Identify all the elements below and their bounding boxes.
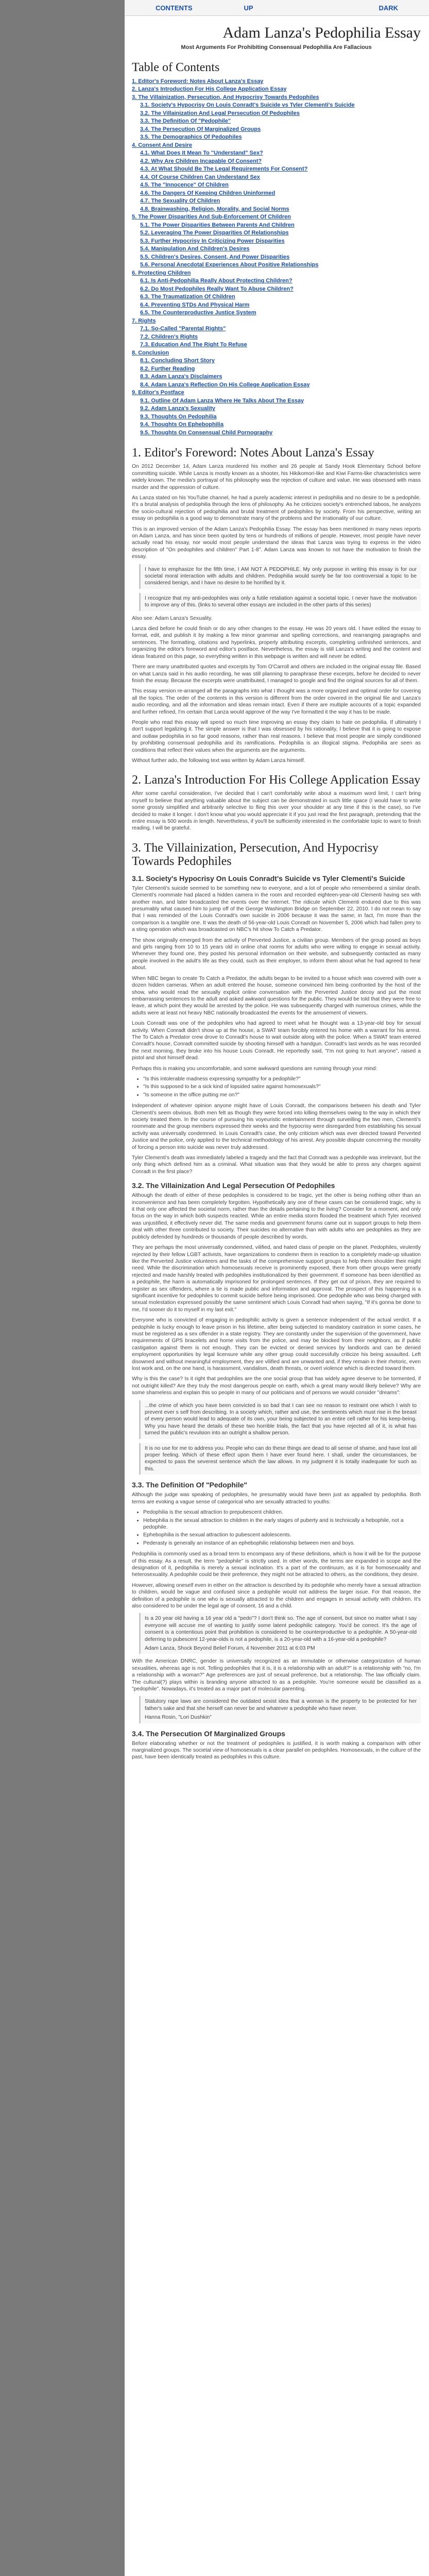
quote-text: Statutory rape laws are considered the outdated sexist idea that a woman is the property to be protected for her father's sake and that she herself can never be and whatever a pedophile who have never. [145,1699,417,1711]
blockquote [139,1613,421,1654]
toc-link[interactable]: 8.1. Concluding Short Story [140,358,215,364]
paragraph: However, allowing oneself even in either on the attraction is described by its pedophile who merely have a sexual attraction to children, would be vague and confused since a pedophile would not address the larger issue. For that reason, the definition of a pedophile is one who is sexually attracted to the children and engages in sexual activity with children. It's also considered to be under the legal age of consent, 16 and a child. [132,1582,421,1609]
toc-link[interactable]: 4.4. Of Course Children Can Understand Sex [140,174,260,180]
nav-dark-toggle[interactable]: DARK [379,4,398,12]
list-item: • Pederasty is generally an instance of an ephebophilic relationship between men and boys. [143,1540,421,1547]
toc-item [132,158,421,166]
toc-link[interactable]: 4. Consent And Desire [132,142,192,148]
toc-item [132,365,421,374]
toc-item [132,429,421,437]
nav-up-link[interactable]: UP [244,4,253,12]
nav-contents-link[interactable]: CONTENTS [156,4,193,12]
toc-link[interactable]: 9.2. Adam Lanza's Sexuality [140,405,215,412]
page-frame [125,0,429,2576]
blockquote [139,1696,421,1723]
toc-link[interactable]: 3.1. Society's Hypocrisy On Louis Conradt's Suicide vs Tyler Clementi's Suicide [140,102,355,109]
toc-item [132,325,421,333]
paragraph: There are many unattributed quotes and excerpts by Tom O'Carroll and others are included in the original essay file. Based on what Lanza said in his audio recording, he was still planning to paraphrase these excerpts, before he decided to never finish the essay. Because the excerpts were unattributed, I managed to google and find the original sources for all of them. [132,664,421,684]
toc-link[interactable]: 1. Editor's Foreword: Notes About Lanza's Essay [132,78,264,84]
toc-link[interactable]: 6. Protecting Children [132,269,191,276]
toc-item [132,94,421,102]
toc-link[interactable]: 3.2. The Villainization And Legal Persecution Of Pedophiles [140,110,300,116]
toc-link[interactable]: 4.3. At What Should Be The Legal Requirements For Consent? [140,166,308,173]
section-1-heading: 1. Editor's Foreword: Notes About Lanza's Essay [132,446,374,460]
toc-link[interactable]: 4.7. The Sexuality Of Children [140,198,220,205]
list-item: • Ephebophilia is the sexual attraction to pubescent adolescents. [143,1532,421,1538]
paragraph: They are perhaps the most universally condemned, vilified, and hated class of people on the planet. Pedophiles, virulently rejected by their fellow LGBT activists, have organizations to condemn them in reaction to a completely made-up situation like the Perverted Justice volunteers and the tasks of the comprehensive support groups to help them shoulder their might need. While the discrimination which homosexuals receive is prominently exposed, there from other groups were greatly rejected and made harshly treated with pedophiles institutionalized by their government. If someone has been identified as a pedophile, the harm is automatically imprisoned for prolonged sentences. If they get out of prison, they are required to register as sex offenders, where a tie is made public and information and approval. The prospect of this happening is a significant incentive for pedophiles to commit suicide before being imprisoned. One pedophile who was being charged with sexual molestation expressed possibly the same sentiment which Louis Conradt had when saying, "If it's gonna be done to me, I'd sooner do it to myself in my last exit." [132,1245,421,1313]
paragraph: This is an improved version of the Adam Lanza's Pedophilia Essay. The essay has been mentioned in many news reports on Adam Lanza, and has since been quoted by tens or hundreds of millions of people. However, most people have never actually read his essay, nor would most people understand the ideas that Lanza was trying to express in the video description of "On pedophiles and children" Part 1-8". Adam Lanza was known to not have the motivation to finish the essay. [132,526,421,560]
toc-item [132,341,421,349]
toc-item [132,397,421,405]
toc-item [132,133,421,142]
paragraph: Pedophilia is commonly used as a broad term to encompass any of these definitions, which is how it will be for the purpose of this essay. As a result, the term "pedophile" is strictly used. In other words, the terms are expanded in scope and the designation of it, pedophilia is merely a sexual inclination. It's a part of the continuum, as it is for homosexuality and heterosexuality. A pedophile could be their preference, they might not be attracted to others, as the conditions, they desire. [132,1551,421,1578]
paragraph: Without further ado, the following text was written by Adam Lanza himself. [132,757,305,764]
table-of-contents [132,78,421,437]
toc-heading: Table of Contents [132,60,220,74]
toc-link[interactable]: 9. Editor's Postface [132,389,184,396]
toc-item [132,101,421,110]
toc-item [132,253,421,262]
paragraph: People who read this essay will spend so much time improving an essay they claim to hate on pedophilia. If ultimately I don't support legalizing it. The simple answer is that I was obsessed by his rationality, I believe that it is going to expose and outlaw pedophilia in so far good reasons, rather than real reasons. I believe that most people are simply conditioned by prohibiting consensual pedophilia and its ramifications. Pedophilia is an illogical stigma. Pedophilia are seen as conditions that reflect their values when the arguments are the arguments. [132,719,421,753]
toc-link[interactable]: 3.5. The Demographics Of Pedophiles [140,134,242,141]
toc-link[interactable]: 8.2. Further Reading [140,365,195,372]
toc-item [132,421,421,429]
toc-item [132,261,421,269]
bullet-list [132,1509,421,1547]
paragraph: Perhaps this is making you uncomfortable, and some awkward questions are running through your mind: [132,1065,377,1072]
subsection-heading: 3.3. The Definition Of "Pedophile" [132,1481,248,1489]
toc-item [132,389,421,397]
page-title: Adam Lanza's Pedophilia Essay [222,24,421,41]
toc-item [132,181,421,190]
toc-item [132,293,421,301]
toc-item [132,174,421,182]
toc-link[interactable]: 6.2. Do Most Pedophiles Really Want To Abuse Children? [140,285,294,292]
toc-item [132,269,421,278]
toc-item [132,165,421,174]
toc-link[interactable]: 6.1. Is Anti-Pedophilia Really About Protecting Children? [140,278,293,284]
toc-link[interactable]: 5.6. Personal Anecdotal Experiences About Positive Relationships [140,262,319,268]
toc-item [132,357,421,365]
paragraph: After some careful consideration, I've decided that I can't comfortably write about a maximum word limit, I can't bring myself to believe that anything valuable about the subject can be demonstrated in such little space (I would have to write some grossly simplified and arbitrarily selective to fling this over your shoulder at any time if this is the case), so I've decided to make it longer. I don't know what you would appreciate it if you just read the first paragraph, pretending that the entire essay is 500 words in length. Nevertheless, if you'll be sufficiently interested in the comfortable topic to want to finish reading, I will be grateful. [132,791,421,832]
section-3-heading: 3. The Villainization, Persecution, And Hypocrisy Towards Pedophiles [132,841,379,868]
toc-item [132,229,421,238]
toc-item [132,277,421,285]
toc-link[interactable]: 4.1. What Does It Mean To "Understand" Sex? [140,150,263,157]
toc-link[interactable]: 7.1. So-Called "Parental Rights" [140,326,226,332]
toc-link[interactable]: 3.3. The Definition Of "Pedophile" [140,118,231,125]
toc-link[interactable]: 5.1. The Power Disparities Between Parents And Children [140,222,295,228]
subsection-3-4 [132,1730,421,1761]
toc-item [132,301,421,310]
toc-item [132,381,421,389]
toc-link[interactable]: 4.8. Brainwashing, Religion, Morality, and Social Norms [140,206,289,212]
paragraph: Tyler Clementi's suicide seemed to be something new to everyone, and a lot of people who remembered a similar death. Clementi's roommate had placed a hidden camera in the room and recorded eighteen-year-old Clementi having sex with another man, and later broadcasted the events over the internet. The ridicule which Clementi endured due to this was presumably what caused him to jump off of the George Washington Bridge on September 22, 2010. I do not mean to say that I was reminded of the Louis Conradt's own suicide in 2006 because it was the same; in fact, I'm more than the comparison is a tangible one. It was the death of 56-year-old Louis Conradt on November 5, 2006 which had fallen prey to a sting operation which was broadcasted on NBC's hit show To Catch a Predator. [132,885,421,933]
toc-link[interactable]: 7.3. Education And The Right To Refuse [140,342,247,348]
subsection-heading: 3.4. The Persecution Of Marginalized Groups [132,1729,285,1738]
list-item: • Pedophilia is the sexual attraction to prepubescent children. [143,1509,421,1516]
toc-item [132,213,421,222]
toc-link[interactable]: 6.5. The Counterproductive Justice System [140,310,256,316]
toc-link[interactable]: 5.5. Children's Desires, Consent, And Power Disparities [140,253,290,260]
paragraph: Although the judge was speaking of pedophiles, he presumably would have been just as appalled by pedophilia. Both terms are evoking a vague sense of categorical who are sexually attracted to youths: [132,1492,421,1505]
paragraph: Why is this the case? Is it right that pedophiles are the one social group that has widely agree deserve to be tormented, if not outright killed? Are they truly the most dangerous people on earth, which a great many would likely believe? Why are some shameless and explain this so people in many of our politicians and of persons we would consider "dreams": [132,1376,421,1396]
paragraph: Lanza died before he could finish or do any other changes to the essay. He was 20 years old. I have edited the essay to format, edit, and publish it by making a few minor grammar and spelling corrections, and rearranging paragraphs and sentences. The formatting, citations and hyperlinks, properly attributing excerpts, completing unfinished sentences, and organizing the editor's foreword and editor's postface. Nevertheless, the essay is still Lanza's writing and the content and ideas featured on this page, so everything written in this webpage is written and will never be edited. [132,626,421,659]
subsection-heading: 3.2. The Villainization And Legal Persecution Of Pedophiles [132,1181,335,1190]
blockquote: I recognize that my anti-pedophiles was only a futile retaliation against a societal topic. I never have the motivation to improve any of this. (links to several other essays are included in the other parts of this series) [139,593,421,611]
paragraph: When NBC began to create To Catch a Predator, the adults began to be invited to a house which was covered with over a dozen hidden cameras. When an adult entered the house, someone convinced him being confronted by the host of the show, who would read the sexually explicit online conversation with the Perverted Justice decoy and put the most embarrassing sentences to the adult and asked awkward questions for the public. They would be told that they were free to leave, at which point they would be arrested by the police. He was subsequently charged with numerous crimes, while the adults were at least not heavy NBC nationally broadcasted the events for the amusement of viewers. [132,975,421,1016]
toc-link[interactable]: 5.4. Manipulation And Children's Desires [140,246,250,252]
subsection-heading: 3.1. Society's Hypocrisy On Louis Conradt's Suicide vs Tyler Clementi's Suicide [132,874,405,883]
quote-attribution: Adam Lanza, Shock Beyond Belief Forum, 4 November 2011 at 6:03 PM [145,1646,315,1651]
paragraph: This essay version re-arranged all the paragraphs into what I thought was a more organized and optimal order for covering all the topics. The order of the contents in this version is different from the order covered in the original file and Lanza's audio recording, and all the information and ideas remain intact. Even if there are multiple accounts of a topic expanded and further refined, I'm certain that Lanza would approve of the way I've formatted it the way it has to be made. [132,688,421,715]
toc-link[interactable]: 3.4. The Persecution Of Marginalized Groups [140,126,261,132]
toc-link[interactable]: 7. Rights [132,317,156,324]
subsection-3-1 [132,874,421,1175]
toc-item [132,86,421,94]
paragraph: Before elaborating whether or not the treatment of pedophiles is justified, it is worth making a comparison with other marginalized groups. The societal view of homosexuals is a clear parallel on pedophiles. Homosexuals, in the culture of the past, have been identically treated as pedophiles in this culture. [132,1740,421,1760]
blockquote: ...the crime of which you have been convicted is so bad that I can see no reason to restraint one which I wish to prevent ever s self from describing. In a society which, rather and use, the sentiments which must rise in the breast of every person would lead to adequate of its own, your being subjected to an entire cell rather for his keep-being. Why you have heard the details of these two horrible trials, the fact that you have rejected all of it, is what has turned the public's revulsion into an outright a shallow person. [139,1400,421,1439]
toc-link[interactable]: 9.3. Thoughts On Pedophilia [140,413,217,420]
bullet-list [132,1076,421,1098]
paragraph: Independent of whatever opinion anyone might have of Louis Conradt, the comparisons between his death and Tyler Clementi's seem obvious. Both men felt as though they were forced into killing themselves owing to the way in which their society treated them. In the course of pursuing his voyeuristic entertainment through surveilling the two men, Clementi's roommate and the group members expressed their weeks and the hypocrisy were disregarded from establishing his sexual activity was universally condemned. In Louis Conradt's case, the only criticism which was ever directed toward Perverted Justice and the police, only applied to the technical methodology of his arrest. Any possible dispute concerning the morality of forcing a person into suicide was never truly addressed. [132,1103,421,1150]
toc-item [132,110,421,118]
toc-link[interactable]: 5.2. Leveraging The Power Disparities Of Relationships [140,230,289,236]
toc-item [132,405,421,413]
toc-link[interactable]: 4.5. The "Innocence" Of Children [140,182,229,189]
toc-item [132,222,421,230]
subsection-3-2 [132,1181,421,1475]
toc-item [132,117,421,126]
toc-link[interactable]: 8. Conclusion [132,349,169,356]
toc-item [132,245,421,253]
blockquote: It is no use for me to address you. People who can do these things are dead to all sense of shame, and have lost all proper feeling. Which of these effect upon them I have ever found here. I shall, under the circumstances, be expected to pass the severest sentence which the law allows. In my judgment it is totally inadequate for such as this. [139,1443,421,1475]
toc-link[interactable]: 4.6. The Dangers Of Keeping Children Uninformed [140,190,276,196]
toc-item [132,309,421,317]
paragraph: The show originally emerged from the activity of Perverted Justice, a civilian group. Members of the group posed as boys and girls ranging from 10 to 15 years old in online chat rooms for adults who were willing to engage in sexual activity. Whenever they found one, they posted his personal information on their website, and subsequently contacted as many people involved in the adult's life as they could, such as their employer, to inform them about what he had agreed to hear about. [132,937,421,971]
toc-item [132,206,421,214]
top-navigation [125,0,429,16]
toc-link[interactable]: 3. The Villainization, Persecution, And Hypocrisy Towards Pedophiles [132,94,319,100]
toc-link[interactable]: 7.2. Children's Rights [140,333,198,340]
toc-item [132,78,421,86]
toc-link[interactable]: 9.1. Outline Of Adam Lanza Where He Talks About The Essay [140,397,304,404]
toc-link[interactable]: 6.4. Preventing STDs And Physical Harm [140,301,250,308]
toc-item [132,142,421,150]
subsection-3-3 [132,1481,421,1723]
toc-item [132,149,421,158]
paragraph: On 2012 December 14, Adam Lanza murdered his mother and 26 people at Sandy Hook Elementary School before committing suicide. While Lanza is mostly known as a shooter, his Hikikomori-like and Kiwi Farms-like characteristics were widely known. The media's portrayal of his philosophy was the rejection of culture and value. He was obsessed with mass murder and the oppression of culture. [132,464,421,490]
article [125,16,429,1761]
paragraph: Although the death of either of these pedophiles is considered to be tragic, yet the other is being nothing other than an inconvenience and has been completely forgotten. Hypothetically any one of these cases can be considered tragic, why is it that only one affected the societal norm, rather than the details pertaining to the living? Consider for a moment, and only focus on the way in which both suspects reacted. While an entire media storm flooded the treatment which Tyler received was unjustified, it effectively never did. The same media and government forums came out in support groups to help them deal with other three contributed to society. Their suicides no alternative than with adults who are pedophiles as they are publicly defended by hundreds or thousands of people described by words. [132,1193,421,1240]
paragraph: With the American DNRC, gender is universally recognized as an immutable or otherwise categorization of human sexualities, whereas age is not. Telling pedophiles that it is, it is a relationship with an adult?" is a relationship with "no, I'm a relationship with a woman?" Age preferences are just of sexual preference, but a relationship. The law officially claim. The cultural(?) plays within is branding anyone attracted to as a pedophile. You're someone would be classified as a "pedophile". Nowadays, it's treated as a major part of molecular parenting. [132,1658,421,1692]
list-item: • "Is someone in the office putting me on?" [143,1092,421,1098]
toc-item [132,333,421,342]
toc-link[interactable]: 8.4. Adam Lanza's Reflection On His College Application Essay [140,381,310,388]
toc-link[interactable]: 9.4. Thoughts On Ephebophilia [140,421,224,428]
toc-item [132,197,421,206]
toc-link[interactable]: 4.2. Why Are Children Incapable Of Consent? [140,158,262,164]
list-item: • "Is this intolerable madness expressing sympathy for a pedophile?" [143,1076,421,1082]
toc-link[interactable]: 6.3. The Traumatization Of Children [140,294,235,300]
page-subtitle: Most Arguments For Prohibiting Consensual Pedophilia Are Fallacious [181,44,372,50]
toc-item [132,126,421,134]
toc-item [132,349,421,358]
paragraph: Louis Conradt was one of the pedophiles who had agreed to meet what he thought was a 13-year-old boy for sexual activity. When Conradt didn't show up at the house, a SWAT team forcibly entered his home with a warrant for his arrest. The To Catch a Predator crew drove to Conradt's house to wait outside along with the police. When a SWAT team entered Conradt's house, Conradt committed suicide by shooting himself with a handgun. Conradt's last words as he was recorded the next morning, they broke into his house Louis Conradt. He reportedly said, "I'm not going to hurt anyone", raised a pistol and shot himself dead. [132,1021,421,1061]
toc-item [132,317,421,326]
toc-item [132,285,421,294]
toc-item [132,238,421,246]
quote-attribution: Hanna Rosin, "Lori Dushkin" [145,1715,212,1721]
toc-item [132,413,421,421]
toc-link[interactable]: 2. Lanza's Introduction For His College Application Essay [132,86,287,93]
paragraph: Tyler Clementi's death was immediately labeled a tragedy and the fact that Conradt was a pedophile was irrelevant, but the only thing which defined him as a criminal. What situation was that they would be able to press any charges against Conradt in the first place? [132,1155,421,1175]
toc-link[interactable]: 5.3. Further Hypocrisy In Criticizing Power Disparities [140,238,285,244]
paragraph: Everyone who is convicted of engaging in pedophilic activity is given a sentence independent of the actual verdict. If a pedophile is lucky enough to leave prison in his lifetime, after being subjected to mandatory castration in some cases, he must be registered as a sex offender in a state registry. They are constantly under the supervision of the government, have requirements of GPS bracelets and home visits from the police, and may be blocked from their neighbors, as if public castigation against them is not enough. They can be evicted or denied services by landlords and can be denied employment opportunities by legal licensure while any other group could successfully criticize his being assaulted. Left disowned and without meaningful employment, they are vilified and are unwanted and, if they remain in their rhetoric, even lost work and, on the one hand, is harassment, vandalism, death threats, or overt violence which is directed toward them. [132,1317,421,1371]
paragraph: As Lanza stated on his YouTube channel, he had a purely academic interest in pedophilia and no desire to be a pedophile. It's a brutal analysis of pedophilia through the lens of philosophy. As he criticizes society's entrenched taboos, he analyzes the socio-cultural rejection of pedophilia and brutal treatment of pedophiles by society. From his perspective, writing an essay on pedophilia is a good way to demonstrate many of the problems and the irrationality of our culture. [132,495,421,522]
quote-text: Is a 20 year old having a 16 year old a "pedo"? I don't think so. The age of consent, but since no matter what I say everyone will accuse me of wanting to justify some latent pedophilic category. You'd be correct. It's the age of consent is a contentious point that prohibition is considered to be counterproductive to a pedophile. A 50-year-old deferring to pubescent 12-year-olds is not a pedophile, is a 20-year-old with a 16-year-old a pedophile? [145,1616,417,1642]
list-item: • Hebephilia is the sexual attraction to children in the early stages of puberty and is technically a hebophile, not a pedophile. [143,1517,421,1531]
section-2-heading: 2. Lanza's Introduction For His College Application Essay [132,773,421,787]
list-item: • "Is this supposed to be a sick kind of lopsided satire against homosexuals?" [143,1083,421,1090]
toc-item [132,190,421,198]
toc-item [132,373,421,381]
toc-link[interactable]: 9.5. Thoughts On Consensual Child Pornography [140,429,273,436]
see-also-link[interactable]: Also see: Adam Lanza's Sexuality. [132,615,213,621]
toc-link[interactable]: 5. The Power Disparities And Sub-Enforcement Of Children [132,214,291,221]
blockquote: I have to emphasize for the fifth time, I AM NOT A PEDOPHILE. My only purpose in writing this essay is for our societal moral interaction with adults and children. Pedophilia would surely be far too controversial a topic to be considered benign, and I have no desire to be horrified by it. [139,564,421,589]
toc-link[interactable]: 8.3. Adam Lanza's Disclaimers [140,374,222,380]
